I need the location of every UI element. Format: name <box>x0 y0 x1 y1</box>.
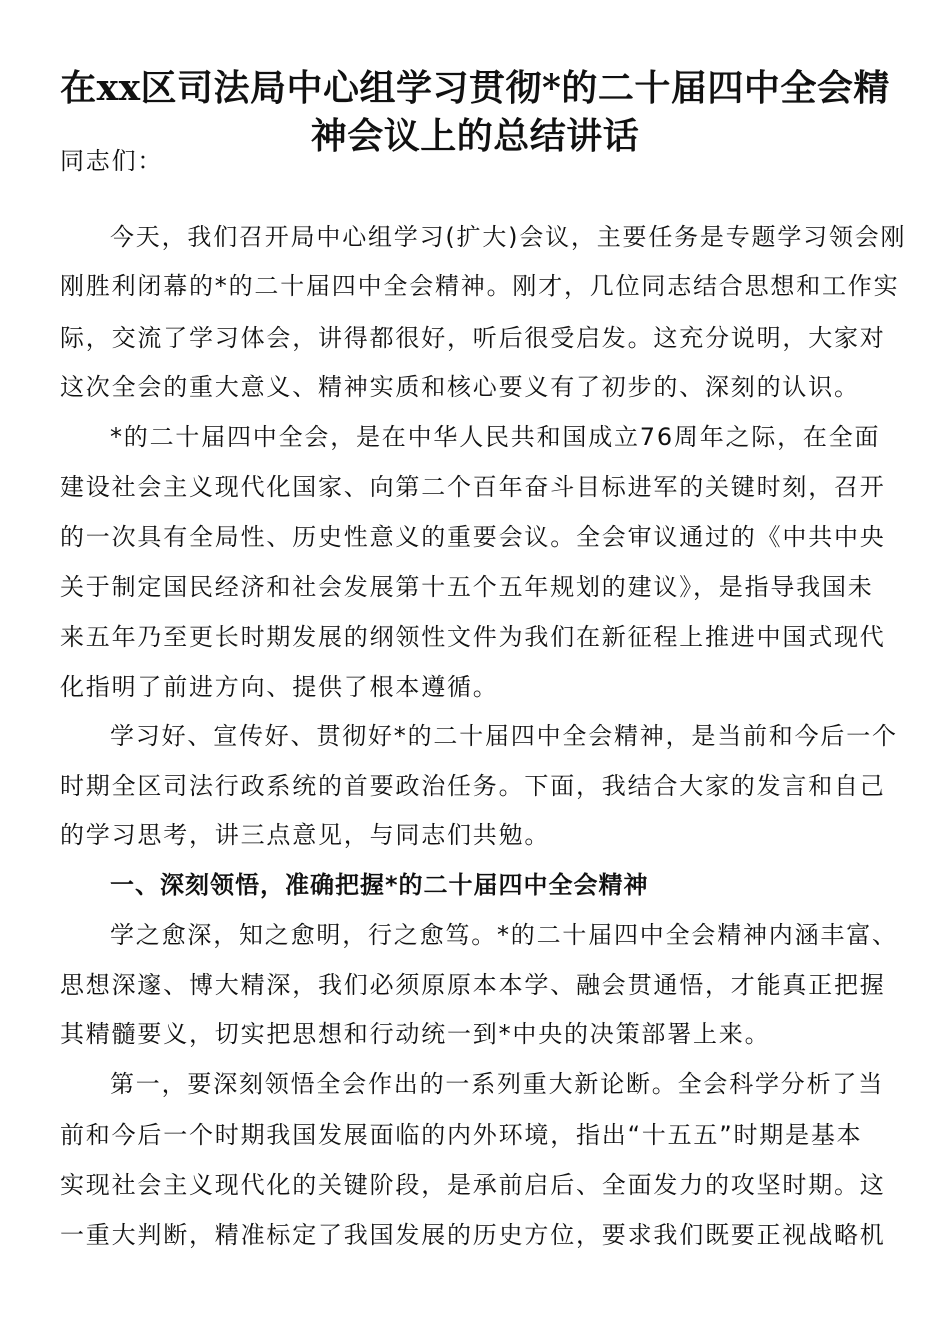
paragraph-1-line-1: 今天，我们召开局中心组学习(扩大)会议，主要任务是专题学习领会刚 <box>110 223 907 251</box>
paragraph-3-line-3: 的学习思考，讲三点意见，与同志们共勉。 <box>60 821 551 849</box>
paragraph-2-line-3: 的一次具有全局性、历史性意义的重要会议。全会审议通过的《中共中央 <box>60 523 886 551</box>
paragraph-3-line-1: 学习好、宣传好、贯彻好*的二十届四中全会精神，是当前和今后一个 <box>110 722 898 750</box>
paragraph-1-line-2: 刚胜利闭幕的*的二十届四中全会精神。刚才，几位同志结合思想和工作实 <box>60 272 900 300</box>
paragraph-1-line-3: 际，交流了学习体会，讲得都很好，听后很受启发。这充分说明，大家对 <box>60 324 886 352</box>
paragraph-2-line-4: 关于制定国民经济和社会发展第十五个五年规划的建议》，是指导我国未 <box>60 573 874 601</box>
document-title-line-2: 神会议上的总结讲话 <box>310 115 640 157</box>
paragraph-5-line-2: 前和今后一个时期我国发展面临的内外环境，指出“十五五”时期是基本 <box>60 1121 863 1149</box>
paragraph-2-line-6: 化指明了前进方向、提供了根本遵循。 <box>60 673 499 701</box>
paragraph-2-line-1: *的二十届四中全会，是在中华人民共和国成立76周年之际，在全面 <box>110 423 881 451</box>
paragraph-2-line-5: 来五年乃至更长时期发展的纲领性文件为我们在新征程上推进中国式现代 <box>60 623 886 651</box>
salutation: 同志们： <box>60 147 164 175</box>
paragraph-3-line-2: 时期全区司法行政系统的首要政治任务。下面，我结合大家的发言和自己 <box>60 772 886 800</box>
paragraph-5-line-4: 一重大判断，精准标定了我国发展的历史方位，要求我们既要正视战略机 <box>60 1221 886 1249</box>
document-title-line-1: 在xx区司法局中心组学习贯彻*的二十届四中全会精 <box>60 67 890 109</box>
paragraph-1-line-4: 这次全会的重大意义、精神实质和核心要义有了初步的、深刻的认识。 <box>60 373 860 401</box>
paragraph-5-line-1: 第一，要深刻领悟全会作出的一系列重大新论断。全会科学分析了当 <box>110 1070 884 1098</box>
paragraph-5-line-3: 实现社会主义现代化的关键阶段，是承前启后、全面发力的攻坚时期。这 <box>60 1171 886 1199</box>
section-heading-1: 一、深刻领悟，准确把握*的二十届四中全会精神 <box>110 871 649 899</box>
paragraph-4-line-1: 学之愈深，知之愈明，行之愈笃。*的二十届四中全会精神内涵丰富、 <box>110 921 898 949</box>
paragraph-2-line-2: 建设社会主义现代化国家、向第二个百年奋斗目标进军的关键时刻，召开 <box>60 473 886 501</box>
paragraph-4-line-2: 思想深邃、博大精深，我们必须原原本本学、融会贯通悟，才能真正把握 <box>60 971 886 999</box>
paragraph-4-line-3: 其精髓要义，切实把思想和行动统一到*中央的决策部署上来。 <box>60 1020 771 1048</box>
